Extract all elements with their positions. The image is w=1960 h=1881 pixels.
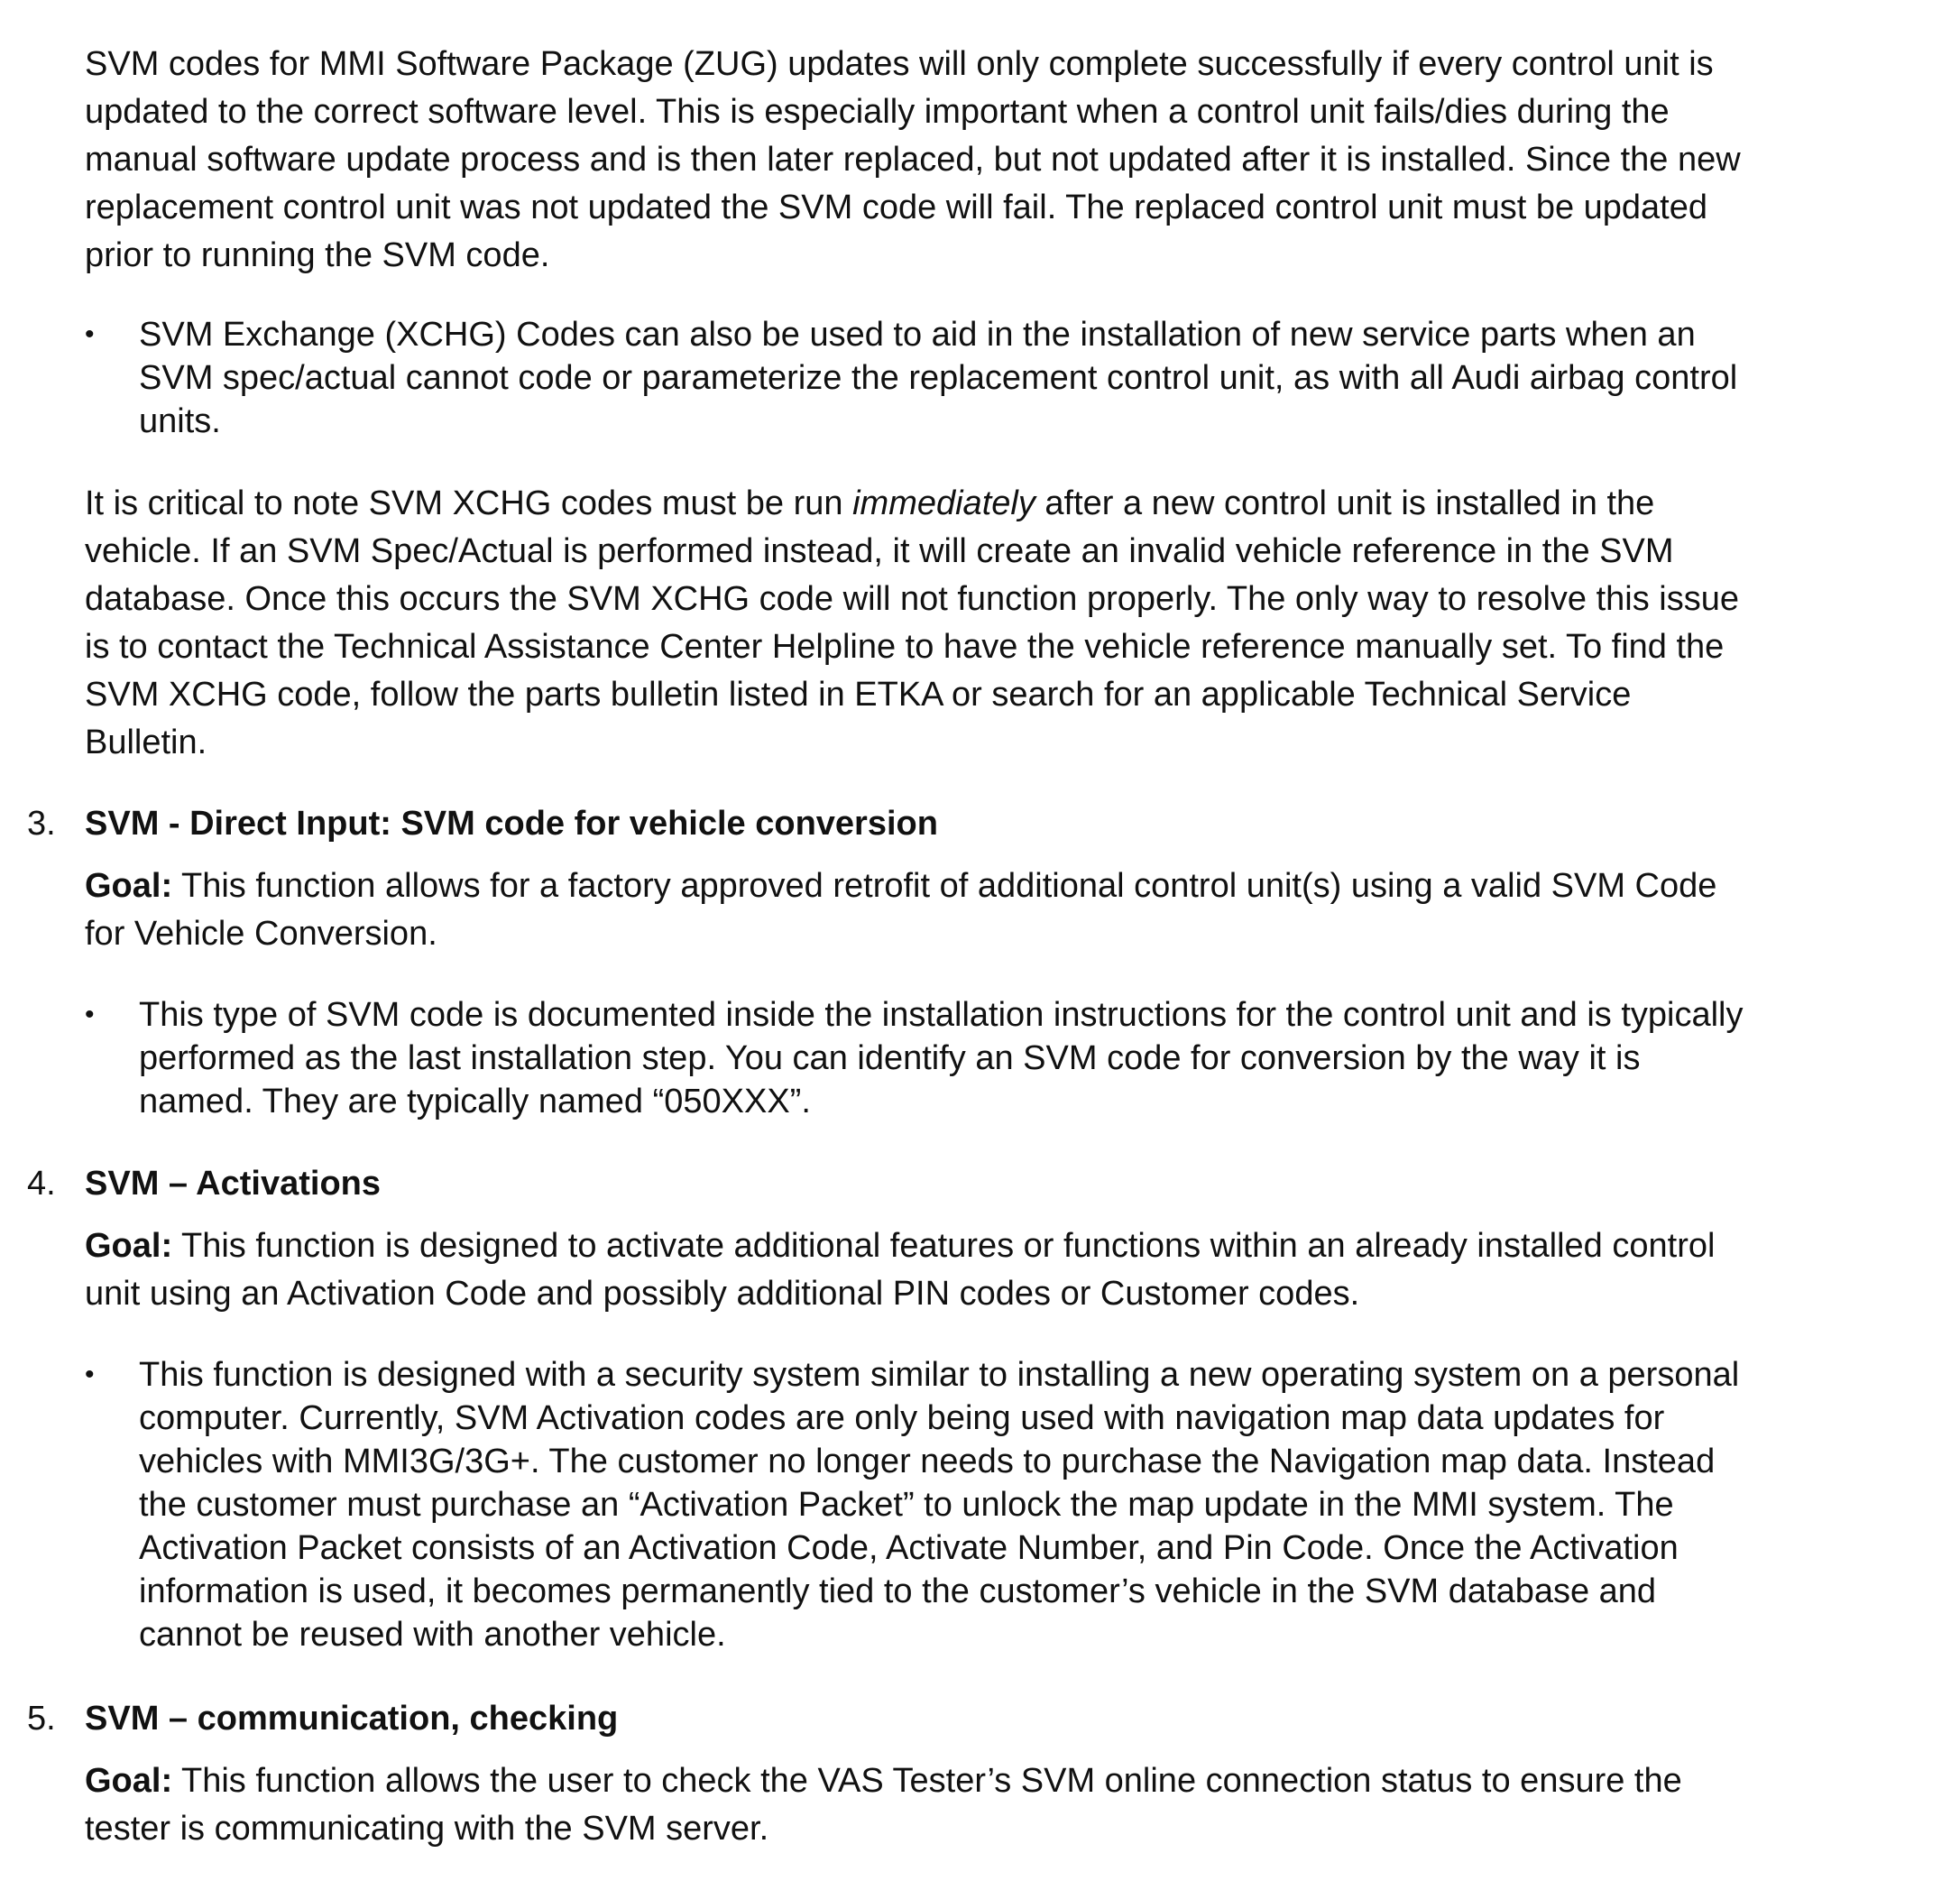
text-line: cannot be reused with another vehicle.	[139, 1616, 726, 1654]
goal-label: Goal:	[85, 867, 173, 905]
section-number: 4.	[27, 1165, 56, 1203]
text-run: This function allows the user to check the VAS Tester’s SVM online connection status to ensure the	[172, 1762, 1682, 1800]
section-number: 5.	[27, 1700, 56, 1738]
text-line: unit using an Activation Code and possibly additional PIN codes or Customer codes.	[85, 1275, 1360, 1313]
text-line: is to contact the Technical Assistance Center Helpline to have the vehicle reference manually set. To find the	[85, 628, 1725, 666]
text-line	[85, 480, 1943, 528]
text-line: vehicle. If an SVM Spec/Actual is performed instead, it will create an invalid vehicle reference in the SVM	[85, 532, 1674, 570]
text-run: after a new control unit is installed in the	[1035, 484, 1655, 522]
text-line: This type of SVM code is documented inside the installation instructions for the control unit and is typically	[139, 996, 1744, 1034]
text-line: SVM spec/actual cannot code or parameterize the replacement control unit, as with all Audi airbag control	[139, 359, 1738, 397]
text-line: This function is designed with a security system similar to installing a new operating system on a personal	[139, 1356, 1740, 1394]
text-line: computer. Currently, SVM Activation codes are only being used with navigation map data updates for	[139, 1399, 1665, 1437]
section-title: SVM – Activations	[85, 1165, 382, 1203]
goal-label: Goal:	[85, 1227, 173, 1265]
text-line: tester is communicating with the SVM server.	[85, 1810, 769, 1848]
text-line: database. Once this occurs the SVM XCHG code will not function properly. The only way to resolve this issue	[85, 580, 1740, 618]
bullet-text	[139, 313, 1943, 443]
section-4-goal	[85, 1222, 1943, 1318]
section-title: SVM - Direct Input: SVM code for vehicle conversion	[85, 805, 938, 843]
text-line: replacement control unit was not updated the SVM code will fail. The replaced control unit must be updated	[85, 189, 1708, 226]
text-line: Bulletin.	[85, 724, 207, 761]
bullet-icon: •	[85, 1000, 95, 1029]
text-line: the customer must purchase an “Activation Packet” to unlock the map update in the MMI system. The	[139, 1486, 1674, 1524]
section-5-goal	[85, 1757, 1943, 1853]
section-title: SVM – communication, checking	[85, 1700, 619, 1738]
text-line: updated to the correct software level. This is especially important when a control unit fails/dies during the	[85, 93, 1670, 131]
bullet-icon: •	[85, 1360, 95, 1389]
text-line	[85, 1222, 1943, 1270]
text-line: for Vehicle Conversion.	[85, 915, 437, 953]
text-line: SVM XCHG code, follow the parts bulletin listed in ETKA or search for an applicable Technical Service	[85, 676, 1632, 714]
text-line: SVM codes for MMI Software Package (ZUG) updates will only complete successfully if every control unit is	[85, 45, 1714, 83]
section-3-goal	[85, 862, 1943, 958]
text-run: It is critical to note SVM XCHG codes must be run	[85, 484, 853, 522]
text-line	[85, 1757, 1943, 1805]
text-run: This function allows for a factory approved retrofit of additional control unit(s) using a valid SVM Code	[172, 867, 1717, 905]
bullet-text	[139, 993, 1943, 1123]
text-line: performed as the last installation step. You can identify an SVM code for conversion by the way it is	[139, 1039, 1641, 1077]
text-line: manual software update process and is then later replaced, but not updated after it is installed. Since the new	[85, 141, 1741, 179]
emphasis-text: immediately	[852, 484, 1035, 522]
text-line: vehicles with MMI3G/3G+. The customer no longer needs to purchase the Navigation map data. Instead	[139, 1443, 1716, 1480]
bullet-icon: •	[85, 319, 95, 349]
text-line: Activation Packet consists of an Activation Code, Activate Number, and Pin Code. Once the Activation	[139, 1529, 1679, 1567]
zug-paragraph	[85, 41, 1943, 280]
text-line: units.	[139, 402, 221, 440]
bullet-text	[139, 1353, 1943, 1656]
text-line: named. They are typically named “050XXX”.	[139, 1083, 811, 1120]
text-line: information is used, it becomes permanently tied to the customer’s vehicle in the SVM database and	[139, 1572, 1657, 1610]
critical-paragraph	[85, 480, 1943, 767]
section-number: 3.	[27, 805, 56, 843]
goal-label: Goal:	[85, 1762, 173, 1800]
text-line: prior to running the SVM code.	[85, 236, 550, 274]
text-line	[85, 862, 1943, 910]
text-line: SVM Exchange (XCHG) Codes can also be used to aid in the installation of new service parts when an	[139, 316, 1696, 354]
text-run: This function is designed to activate additional features or functions within an already installed control	[172, 1227, 1716, 1265]
